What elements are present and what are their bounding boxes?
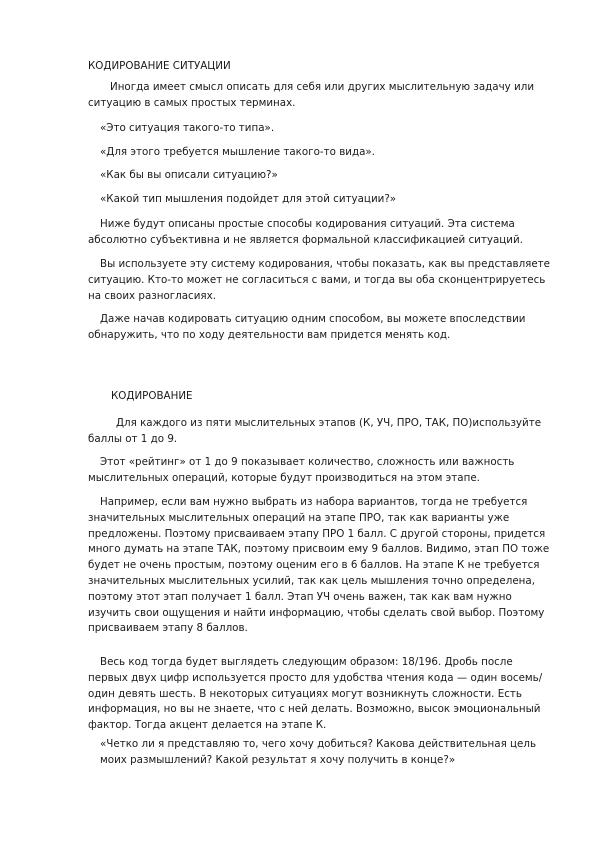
- intro-paragraph: Иногда имеет смысл описать для себя или других мыслительную задачу или ситуацию в самых простых терминах.: [88, 81, 535, 109]
- paragraph-2: Вы используете эту систему кодирования, чтобы показать, как вы представляете ситуацию. Кто-то может не согласиться с вами, и тогда вы оба сконцентрируетесь на своих разногласиях.: [88, 258, 551, 302]
- section2-paragraph-4: Весь код тогда будет выглядеть следующим образом: 18/196. Дробь после первых двух цифр используется просто для удобства чтения кода — один восемь/один девять шесть. В некоторых ситуациях могут возникнуть сложности. Есть информация, но вы не знаете, что с ней делать. Возможно, высок эмоциональный фактор. Тогда акцент делается на этапе К.: [88, 656, 543, 732]
- document-title: КОДИРОВАНИЕ СИТУАЦИИ: [88, 60, 231, 72]
- paragraph-1: Ниже будут описаны простые способы кодирования ситуаций. Эта система абсолютно субъективна и не является формальной классификацией ситуаций.: [88, 218, 523, 246]
- closing-quote: «Четко ли я представляю то, чего хочу добиться? Какова действительная цель моих размышлений? Какой результат я хочу получить в конце?»: [100, 738, 537, 766]
- section2-paragraph-3: Например, если вам нужно выбрать из набора вариантов, тогда не требуется значительных мыслительных операций на этапе ПРО, так как варианты уже предложены. Поэтому присваиваем этапу ПРО 1 балл. С другой стороны, придется много думать на этапе ТАК, поэтому присвоим ему 9 баллов. Видимо, этап ПО тоже будет не очень простым, поэтому оценим его в 6 баллов. На этапе К не требуется значительных мыслительных усилий, так как цель мышления точно определена, поэтому этот этап получает 1 балл. Этап УЧ очень важен, так как вам нужно изучить свои ощущения и найти информацию, чтобы сделать свой выбор. Поэтому присваиваем этапу 8 баллов.: [88, 496, 550, 635]
- paragraph-3: Даже начав кодировать ситуацию одним способом, вы можете впоследствии обнаружить, что по ходу деятельности вам придется менять код.: [88, 313, 526, 341]
- quote-line-4: «Какой тип мышления подойдет для этой ситуации?»: [100, 193, 397, 205]
- quote-line-3: «Как бы вы описали ситуацию?»: [100, 169, 278, 181]
- quote-line-1: «Это ситуация такого-то типа».: [100, 122, 275, 134]
- section-subtitle: КОДИРОВАНИЕ: [111, 390, 193, 402]
- quote-line-2: «Для этого требуется мышление такого-то вида».: [100, 146, 375, 158]
- section2-paragraph-2: Этот «рейтинг» от 1 до 9 показывает количество, сложность или важность мыслительных операций, которые будут производиться на этом этапе.: [88, 456, 515, 484]
- section2-paragraph-1: Для каждого из пяти мыслительных этапов (К, УЧ, ПРО, ТАК, ПО)используйте баллы от 1 до 9.: [88, 417, 542, 445]
